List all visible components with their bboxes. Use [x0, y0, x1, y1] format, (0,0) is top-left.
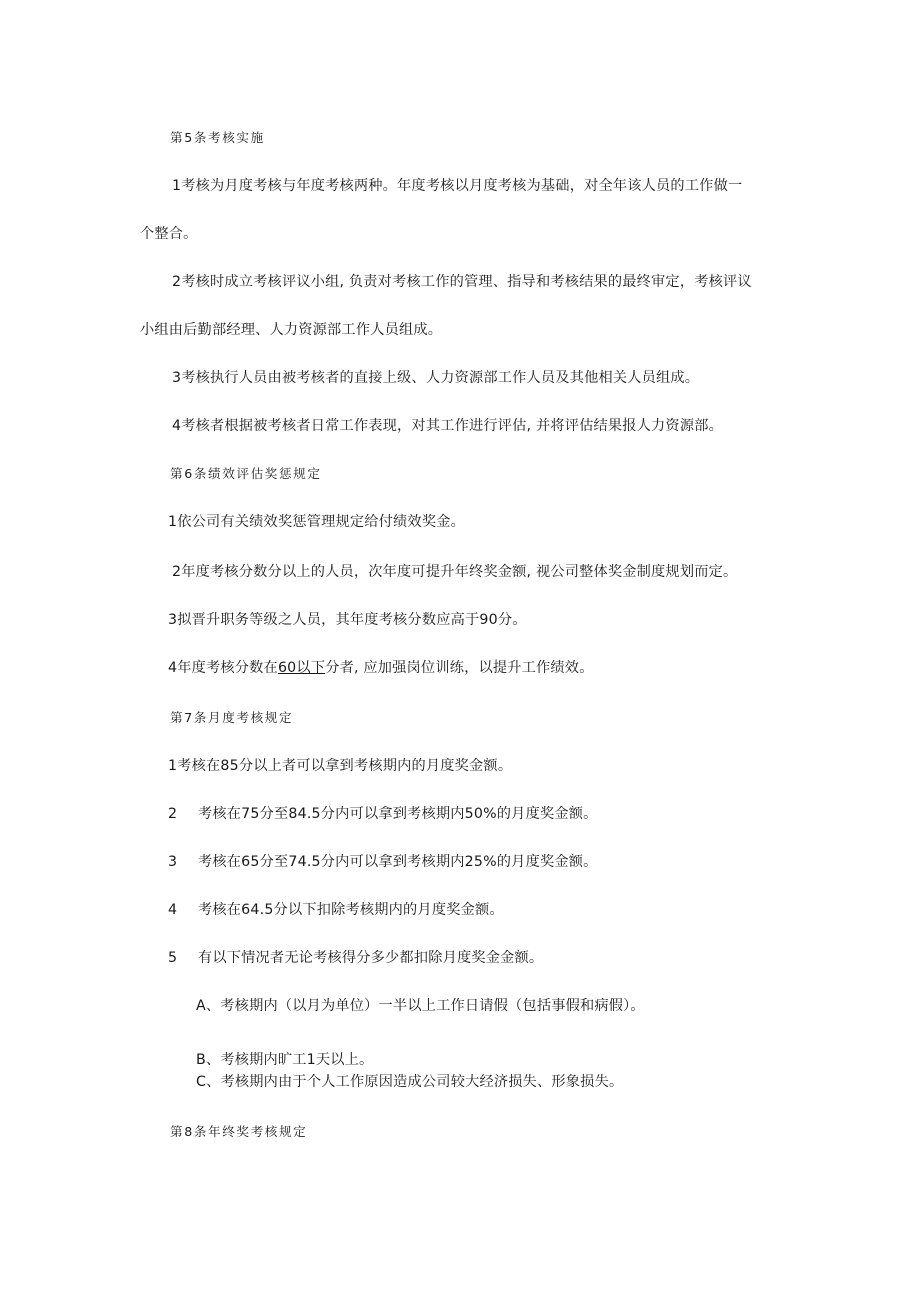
- article-6-item-4: [168, 658, 594, 678]
- article-5-item-2-line-1: 2考核时成立考核评议小组, 负责对考核工作的管理、指导和考核结果的最终审定，考核评议: [172, 274, 752, 290]
- article-5-item-4: 4考核者根据被考核者日常工作表现，对其工作进行评估, 并将评估结果报人力资源部。: [172, 418, 723, 434]
- article-7-item-1: 1考核在85分以上者可以拿到考核期内的月度奖金额。: [168, 758, 513, 774]
- article-7-item-2: [168, 804, 598, 824]
- article-6-item-4-underlined: 60以下: [277, 660, 326, 676]
- article-5-item-3: 3考核执行人员由被考核者的直接上级、人力资源部工作人员及其他相关人员组成。: [172, 370, 700, 386]
- article-7-item-4-text: 考核在64.5分以下扣除考核期内的月度奖金额。: [198, 902, 504, 918]
- article-7-subitem-a: A、考核期内（以月为单位）一半以上工作日请假（包括事假和病假）。: [196, 998, 645, 1014]
- article-6-item-2: 2年度考核分数分以上的人员，次年度可提升年终奖金额, 视公司整体奖金制度规划而定。: [172, 564, 738, 580]
- article-5-heading: 第5条考核实施: [170, 130, 265, 145]
- article-7-item-3-text: 考核在65分至74.5分内可以拿到考核期内25%的月度奖金额。: [198, 854, 598, 870]
- article-7-item-3: [168, 852, 598, 872]
- article-6-item-4-post: 分者, 应加强岗位训练，以提升工作绩效。: [325, 660, 594, 676]
- article-7-item-2-text: 考核在75分至84.5分内可以拿到考核期内50%的月度奖金额。: [198, 806, 598, 822]
- article-5-item-1-line-1: 1考核为月度考核与年度考核两种。年度考核以月度考核为基础，对全年该人员的工作做一: [172, 178, 743, 194]
- article-7-item-5-number: 5: [168, 950, 178, 966]
- article-6-item-3: 3拟晋升职务等级之人员，其年度考核分数应高于90分。: [168, 612, 527, 628]
- article-6-item-4-pre: 4年度考核分数在: [168, 660, 278, 676]
- article-7-subitem-b: B、考核期内旷工1天以上。: [196, 1052, 374, 1068]
- article-7-item-2-number: 2: [168, 806, 178, 822]
- article-7-heading: 第7条月度考核规定: [170, 710, 294, 725]
- article-7-item-5: [168, 948, 543, 968]
- article-7-item-4: [168, 900, 504, 920]
- article-8-heading: 第8条年终奖考核规定: [170, 1124, 308, 1139]
- article-7-item-5-text: 有以下情况者无论考核得分多少都扣除月度奖金金额。: [198, 950, 544, 966]
- article-5-item-1-line-2: 个整合。: [140, 226, 198, 242]
- article-7-item-4-number: 4: [168, 902, 178, 918]
- article-7-item-3-number: 3: [168, 854, 178, 870]
- article-5-item-2-line-2: 小组由后勤部经理、人力资源部工作人员组成。: [140, 322, 443, 338]
- article-6-item-1: 1依公司有关绩效奖惩管理规定给付绩效奖金。: [168, 514, 465, 530]
- article-6-heading: 第6条绩效评估奖惩规定: [170, 466, 322, 481]
- article-7-subitem-c: C、考核期内由于个人工作原因造成公司较大经济损失、形象损失。: [196, 1074, 624, 1090]
